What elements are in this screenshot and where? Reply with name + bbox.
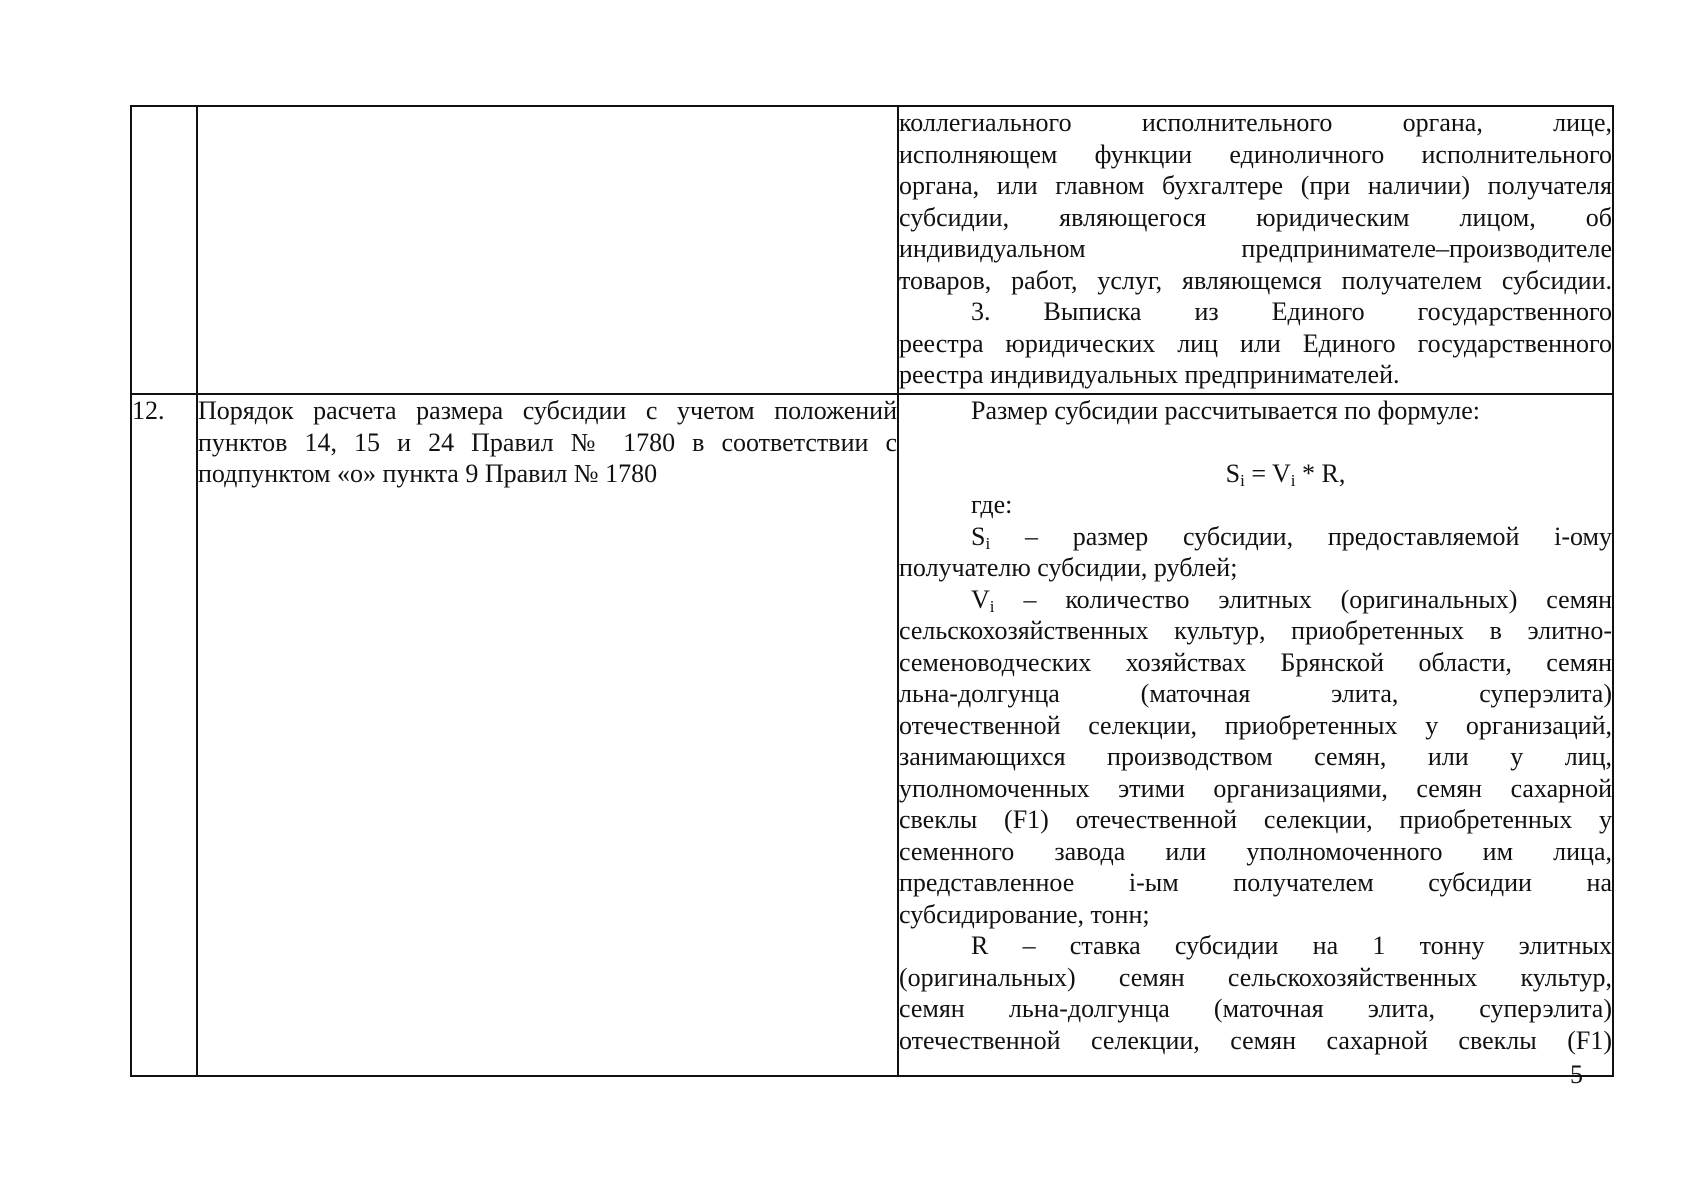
row-number: 12. <box>132 396 165 425</box>
row-name: Порядок расчета размера субсидии с учетом положений пунктов 14, 15 и 24 Правил № 1780 в соответствии с подпунктом «о» пункта 9 Правил № 1780 <box>198 396 897 488</box>
table-row <box>131 106 1613 394</box>
row-description-cell <box>898 394 1613 1076</box>
row-name-cell <box>197 106 898 394</box>
vi-definition-line: занимающихся производством семян, или у лиц, <box>899 742 1612 771</box>
vi-definition-line: свеклы (F1) отечественной селекции, приобретенных у <box>899 805 1612 834</box>
item3-line: 3. Выписка из Единого государственного <box>971 297 1612 326</box>
formula-intro: Размер субсидии рассчитывается по формуле: <box>971 396 1481 425</box>
desc-line: органа, или главном бухгалтере (при наличии) получателя <box>899 171 1612 200</box>
desc-line: товаров, работ, услуг, являющемся получателем субсидии. <box>899 265 1612 295</box>
formula-tail: * R, <box>1295 458 1346 488</box>
r-definition-line: отечественной селекции, семян сахарной свеклы (F1) <box>899 1025 1612 1055</box>
vi-symbol: V <box>971 584 990 614</box>
vi-definition-line: семенного завода или уполномоченного им лица, <box>899 836 1612 866</box>
si-sub: i <box>985 533 991 553</box>
item3-line: реестра юридических лиц или Единого государственного <box>899 328 1612 358</box>
si-text: – размер субсидии, предоставляемой i-ому <box>990 521 1612 551</box>
vi-definition-line <box>899 584 1612 616</box>
page-number: 5 <box>1570 1060 1583 1089</box>
vi-sub: i <box>989 596 995 616</box>
formula <box>899 458 1612 490</box>
si-symbol: S <box>971 521 986 551</box>
vi-definition-line: субсидирование, тонн; <box>899 899 1150 929</box>
row-name-cell <box>197 394 898 1076</box>
r-definition-line: R – ставка субсидии на 1 тонну элитных <box>971 931 1612 960</box>
vi-definition-line: уполномоченных этими организациями, семян сахарной <box>899 773 1612 803</box>
si-definition-line <box>899 521 1612 553</box>
vi-definition-line: отечественной селекции, приобретенных у организаций, <box>899 710 1612 740</box>
vi-text: – количество элитных (оригинальных) семян <box>994 584 1612 614</box>
desc-line: исполняющем функции единоличного исполнительного <box>899 139 1612 169</box>
formula-v-sub: i <box>1290 470 1296 490</box>
formula-s-sub: i <box>1240 470 1245 490</box>
where-label: где: <box>971 490 1013 519</box>
formula-s: S <box>1225 458 1241 488</box>
formula-eq: = V <box>1244 458 1291 488</box>
row-description-cell <box>898 106 1613 394</box>
vi-definition-line: сельскохозяйственных культур, приобретенных в элитно- <box>899 616 1612 645</box>
table-row <box>131 394 1613 1076</box>
desc-line: коллегиального исполнительного органа, лице, <box>899 108 1612 137</box>
si-definition-line: получателю субсидии, рублей; <box>899 553 1238 582</box>
desc-line: субсидии, являющегося юридическим лицом, об <box>899 202 1612 232</box>
vi-definition-line: семеноводческих хозяйствах Брянской области, семян <box>899 647 1612 677</box>
vi-definition-line: представленное i-ым получателем субсидии на <box>899 868 1612 897</box>
row-number-cell <box>131 106 197 394</box>
desc-line: индивидуальном предпринимателе–производителе <box>899 234 1612 263</box>
r-definition-line: семян льна-долгунца (маточная элита, суперэлита) <box>899 994 1612 1023</box>
requirements-table <box>130 105 1614 1077</box>
item3-line: реестра индивидуальных предпринимателей. <box>899 360 1400 389</box>
r-definition-line: (оригинальных) семян сельскохозяйственных культур, <box>899 962 1612 992</box>
row-number-cell <box>131 394 197 1076</box>
vi-definition-line: льна-долгунца (маточная элита, суперэлита) <box>899 679 1612 708</box>
